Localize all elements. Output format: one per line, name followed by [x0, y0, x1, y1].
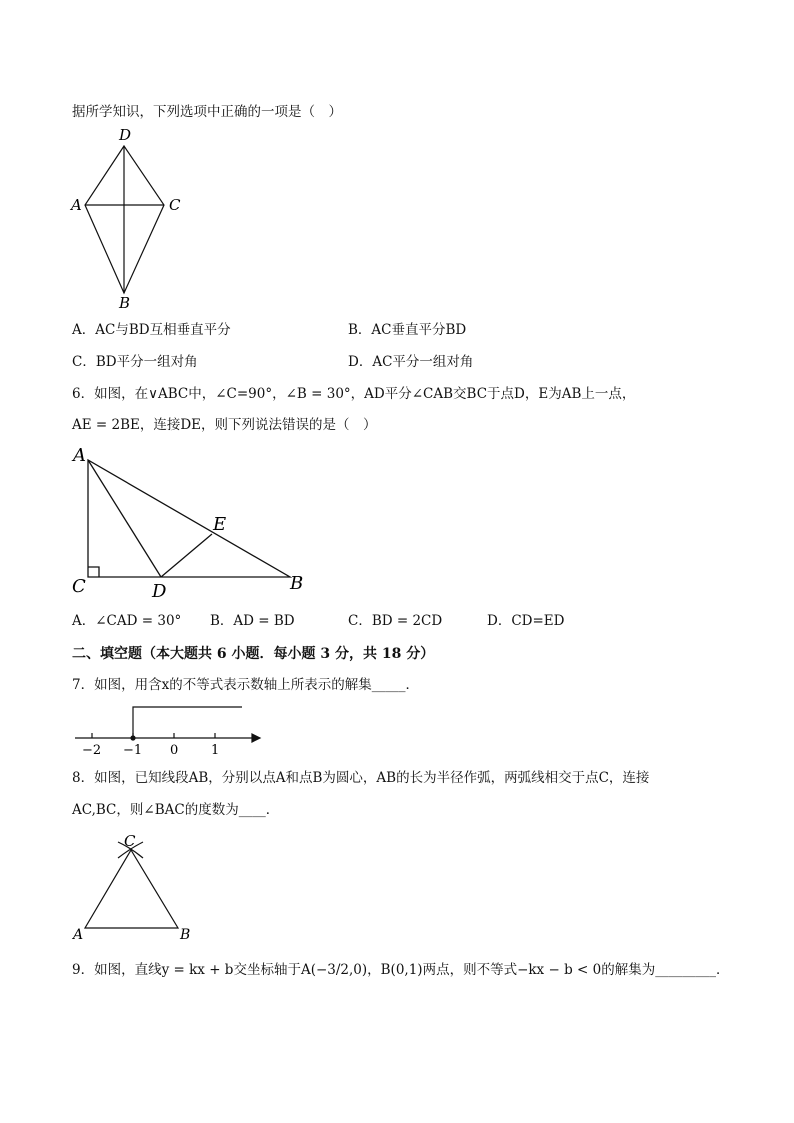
tick-label-1: 1 — [211, 743, 220, 758]
q5-stem: 据所学知识，下列选项中正确的一项是（ ） — [72, 104, 342, 120]
equilateral-triangle — [85, 850, 178, 928]
label-b: B — [180, 927, 191, 943]
q6-stem-line1: 6．如图，在∨ABC中，∠C=90°，∠B = 30°，AD平分∠CAB交BC于点D，E为AB上一点， — [72, 386, 636, 402]
label-d: D — [119, 126, 132, 144]
q6-option-d: D．CD=ED — [487, 613, 565, 629]
tick-label-0: 0 — [170, 743, 179, 758]
label-a: A — [73, 927, 84, 943]
label-c: C — [72, 576, 86, 597]
q5-option-b: B．AC垂直平分BD — [348, 322, 467, 338]
label-a: A — [71, 196, 82, 214]
label-b: B — [290, 573, 304, 594]
label-b: B — [119, 294, 131, 312]
q9-stem: 9．如图，直线y = kx + b交坐标轴于A(−3/2,0)，B(0,1)两点，则不等式−kx − b < 0的解集为_________． — [72, 962, 730, 978]
q6-option-b: B．AD = BD — [210, 613, 295, 629]
section-heading: 二、填空题（本大题共 6 小题．每小题 3 分，共 18 分） — [72, 646, 435, 662]
q5-option-c: C．BD平分一组对角 — [72, 354, 198, 370]
label-a: A — [73, 445, 86, 466]
q5-option-a: A．AC与BD互相垂直平分 — [72, 322, 231, 338]
tick-label-minus-2: −2 — [82, 743, 102, 758]
label-e: E — [213, 514, 227, 535]
q6-stem-line2: AE = 2BE，连接DE，则下列说法错误的是（ ） — [72, 417, 377, 433]
q6-option-c: C．BD = 2CD — [348, 613, 443, 629]
q7-stem: 7．如图，用含x的不等式表示数轴上所表示的解集_____． — [72, 677, 419, 693]
label-d: D — [152, 581, 167, 602]
q6-option-a: A．∠CAD = 30° — [72, 613, 182, 629]
q8-stem-line1: 8．如图，已知线段AB，分别以点A和点B为圆心，AB的长为半径作弧，两弧线相交于点C，连接 — [72, 770, 650, 786]
label-c: C — [169, 196, 181, 214]
q8-stem-line2: AC,BC，则∠BAC的度数为____． — [72, 802, 280, 818]
tick-label-minus-1: −1 — [123, 743, 143, 758]
label-c: C — [124, 832, 136, 850]
q5-option-d: D．AC平分一组对角 — [348, 354, 474, 370]
